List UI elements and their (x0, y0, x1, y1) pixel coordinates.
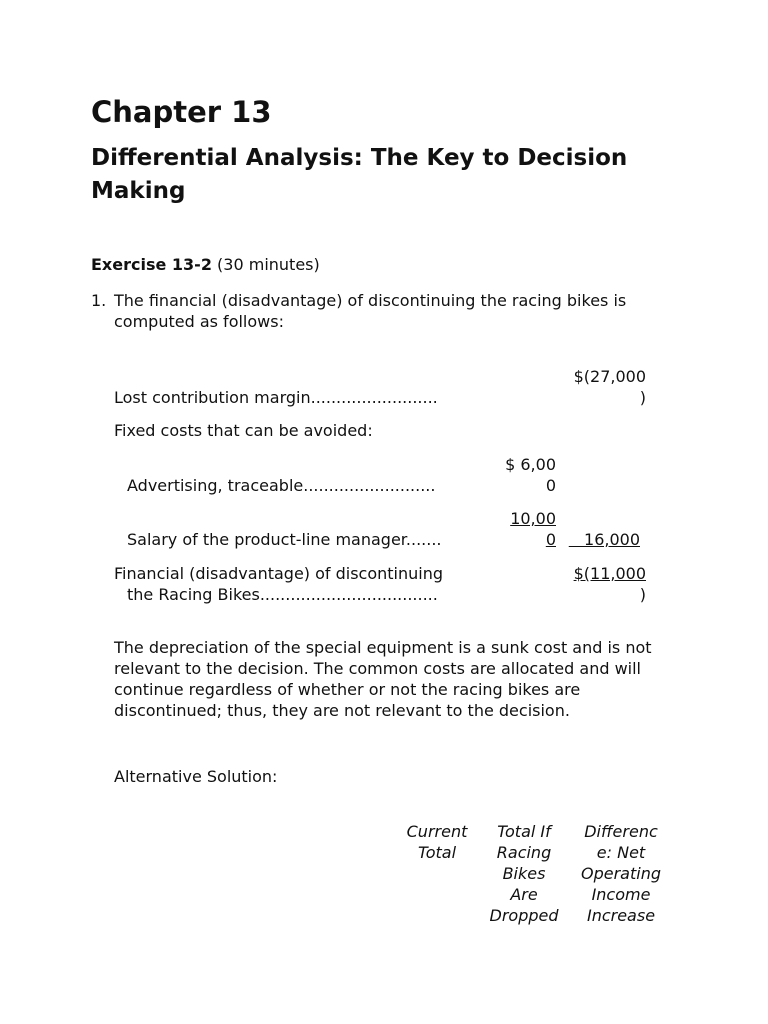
lost-cm-value-line2: ) (639, 388, 646, 407)
exercise-heading (91, 254, 320, 275)
salary-value-line2: 0 (545, 530, 556, 549)
item-number: 1. (91, 291, 107, 310)
financial-label-line2: the Racing Bikes................................... (127, 585, 438, 604)
alternative-solution-heading: Alternative Solution: (114, 767, 278, 786)
salary-total-value: 16,000 (584, 530, 640, 549)
fixed-costs-label: Fixed costs that can be avoided: (114, 421, 373, 440)
col-difference: Differenc e: Net Operating Income Increase (581, 822, 661, 925)
financial-value-line1: $(11,000 (573, 564, 646, 583)
financial-value-line2: ) (639, 585, 646, 604)
col-current-total: Current Total (406, 822, 468, 862)
chapter-title: Chapter 13 (91, 95, 272, 129)
advertising-value-line2: 0 (545, 476, 556, 495)
exercise-duration: (30 minutes) (217, 255, 320, 274)
salary-total-pad (569, 530, 584, 549)
col-total-if-dropped: Total If Racing Bikes Are Dropped (489, 822, 559, 925)
advertising-label: Advertising, traceable.......................... (127, 476, 436, 495)
advertising-value-line1: $ 6,00 (505, 455, 556, 474)
salary-value-line1: 10,00 (510, 509, 556, 528)
lost-cm-value-line1: $(27,000 (573, 367, 646, 386)
exercise-label: Exercise 13-2 (91, 255, 212, 274)
lost-cm-label: Lost contribution margin......................... (114, 388, 438, 407)
salary-label: Salary of the product-line manager....... (127, 530, 442, 549)
salary-total (569, 529, 640, 550)
chapter-subtitle: Differential Analysis: The Key to Decision Making (91, 145, 628, 204)
financial-label-line1: Financial (disadvantage) of discontinuing (114, 564, 444, 583)
item-text: The financial (disadvantage) of discontinuing the racing bikes is computed as follows: (114, 291, 627, 331)
explanation-paragraph: The depreciation of the special equipment is a sunk cost and is not relevant to the decision. The common costs are allocated and will continue regardless of whether or not the racing bikes are discontinued; thus, they are not relevant to the decision. (114, 638, 652, 720)
